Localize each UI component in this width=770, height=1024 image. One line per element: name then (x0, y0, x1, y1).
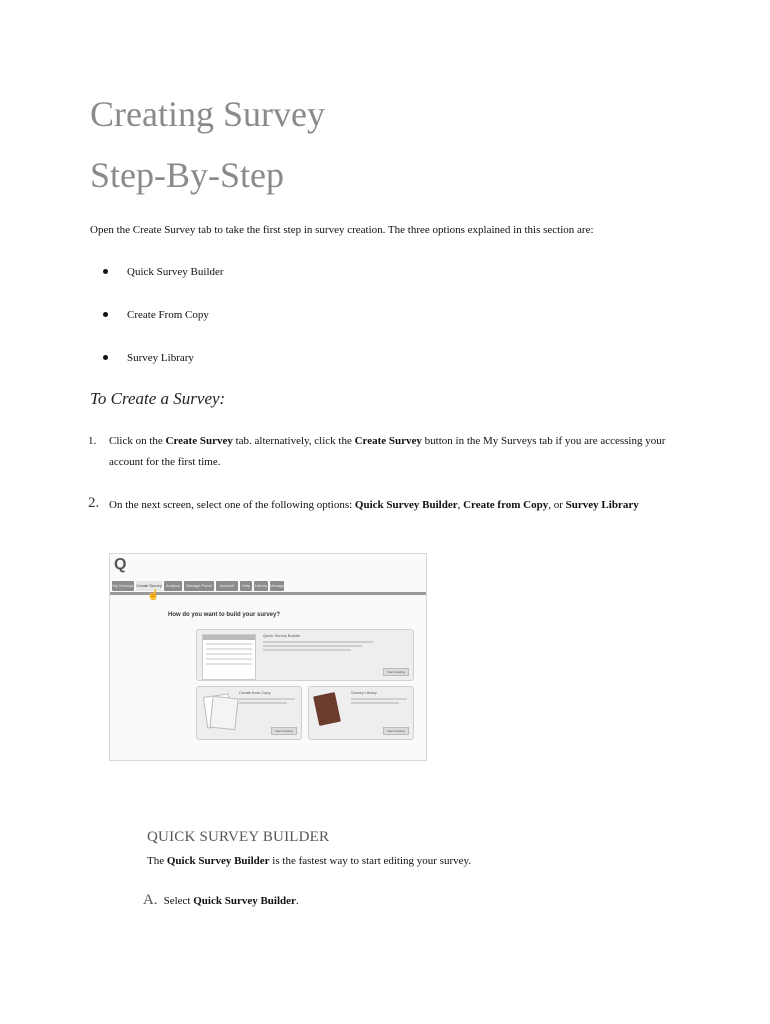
option-label: Survey Library (127, 352, 194, 364)
step-letter: A. (143, 892, 158, 908)
option-emphasis: Survey Library (565, 499, 639, 511)
step-a (143, 892, 299, 909)
step-a-text: Select (163, 895, 194, 907)
section-body (147, 855, 471, 867)
step-text-part: tab. alternatively, click the (232, 435, 355, 447)
app-logo-icon: Q (114, 556, 127, 573)
step-number: 1. (88, 435, 97, 447)
step-2 (88, 495, 708, 517)
create-survey-screenshot (109, 553, 427, 761)
card-description-placeholder (239, 696, 295, 706)
card-title: Create from Copy (239, 690, 271, 695)
card-title: Quick Survey Builder (263, 633, 301, 638)
step-text-part: , or (548, 499, 566, 511)
step-a-text: . (295, 895, 299, 907)
bullet-icon (103, 355, 108, 360)
screenshot-tab: My Surveys (112, 581, 134, 591)
screenshot-tab: Help (240, 581, 252, 591)
step-text-part: button in the My Surveys tab if you are accessing your account for the first time. (109, 435, 666, 468)
page-title-line2: Step-By-Step (90, 155, 284, 195)
step-text-part: , (457, 499, 464, 511)
library-book-icon (313, 692, 341, 726)
create-survey-emphasis: Create Survey (354, 435, 422, 447)
card-title: Survey Library (351, 690, 377, 695)
option-list-item (103, 309, 209, 321)
page-title-line1: Creating Survey (90, 94, 325, 134)
card-description-placeholder (263, 639, 373, 653)
option-label: Quick Survey Builder (127, 266, 224, 278)
step-text-part: Click on the (109, 435, 166, 447)
section-heading: QUICK SURVEY BUILDER (147, 829, 330, 845)
option-emphasis: Create from Copy (463, 499, 549, 511)
step-text (109, 431, 669, 473)
start-building-button: Start building (383, 727, 409, 735)
copy-papers-icon (209, 696, 238, 731)
screenshot-tab: Library (254, 581, 268, 591)
quick-survey-builder-emphasis: Quick Survey Builder (193, 895, 296, 907)
screenshot-tab: Analyze (164, 581, 182, 591)
screenshot-tab: Manage (270, 581, 284, 591)
hand-cursor-icon: ☝ (147, 590, 160, 601)
start-building-button: Start building (383, 668, 409, 676)
survey-library-card (308, 686, 414, 740)
screenshot-question: How do you want to build your survey? (168, 612, 281, 618)
screenshot-tab: Account (216, 581, 238, 591)
start-building-button: Start building (271, 727, 297, 735)
card-description-placeholder (351, 696, 407, 706)
procedure-subheading: To Create a Survey: (90, 389, 226, 408)
step-number: 2. (88, 495, 100, 511)
create-survey-emphasis: Create Survey (165, 435, 233, 447)
option-label: Create From Copy (127, 309, 209, 321)
builder-preview-icon (202, 634, 256, 680)
screenshot-tab-active: Create Survey (136, 581, 162, 591)
section-body-part: The (147, 855, 167, 867)
quick-survey-builder-card (196, 629, 414, 681)
option-emphasis: Quick Survey Builder (354, 499, 458, 511)
create-from-copy-card (196, 686, 302, 740)
step-1 (88, 431, 688, 475)
option-list-item (103, 352, 194, 364)
step-text-part: On the next screen, select one of the following options: (109, 499, 355, 511)
screenshot-tab: Manage Panel (184, 581, 214, 591)
bullet-icon (103, 312, 108, 317)
option-list-item (103, 266, 224, 278)
quick-survey-builder-emphasis: Quick Survey Builder (166, 855, 270, 867)
intro-paragraph: Open the Create Survey tab to take the first step in survey creation. The three options explained in this section are: (90, 224, 594, 236)
bullet-icon (103, 269, 108, 274)
section-body-part: is the fastest way to start editing your survey. (269, 855, 472, 867)
step-text (109, 495, 669, 516)
